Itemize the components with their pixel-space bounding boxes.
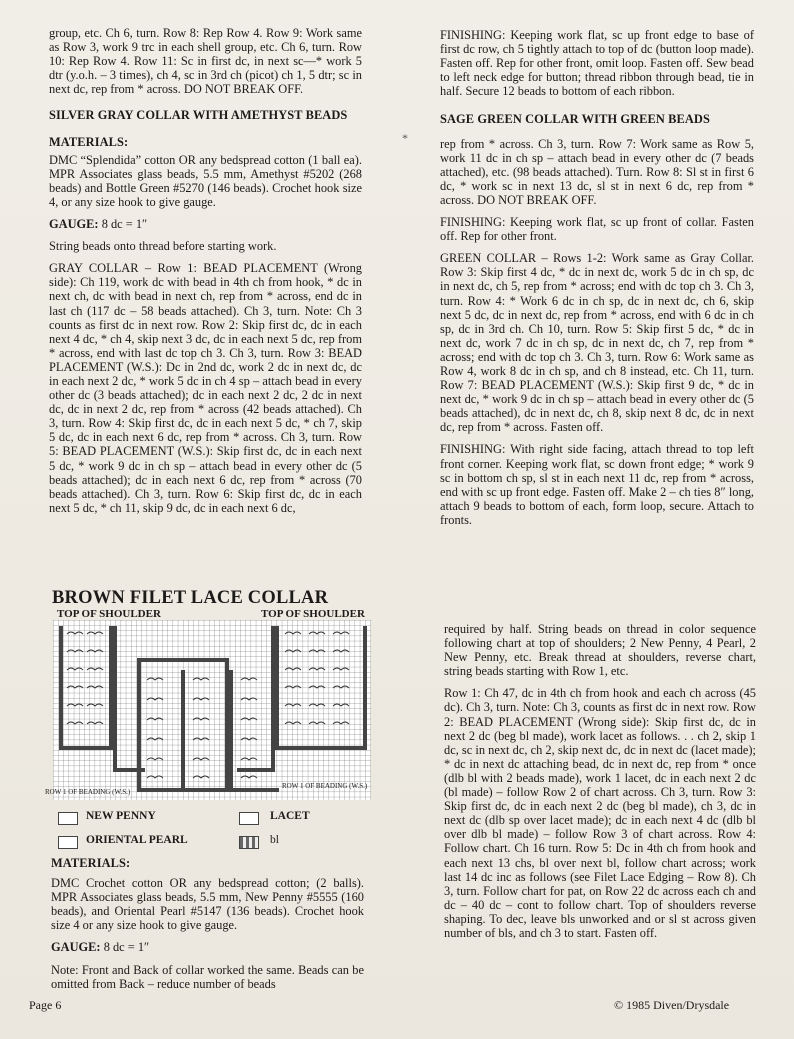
section-heading-silver-gray: SILVER GRAY COLLAR WITH AMETHYST BEADS — [49, 108, 348, 123]
legend-lacet-swatch — [239, 812, 259, 825]
right-column-bottom — [444, 622, 756, 948]
legend-bl: bl — [270, 834, 279, 846]
legend-oriental-pearl: ORIENTAL PEARL — [86, 834, 188, 846]
chart-label-shoulder-left: TOP OF SHOULDER — [57, 608, 161, 620]
filet-chart — [53, 620, 371, 800]
brown-materials-text: DMC Crochet cotton OR any bedspread cotton; (2 balls). MPR Associates glass beads, 5.5 mm, New Penny #5555 (160 beads), and Oriental Pearl #5147 (136 beads). Crochet hook size 4 or any size hook to give gauge. — [51, 876, 364, 933]
gauge-value: 8 dc = 1″ — [101, 217, 148, 232]
finishing-green: FINISHING: With right side facing, attach thread to top left front corner. Keeping work flat, sc down front edge; * work 9 sc in bottom ch sp, sl st in each next 11 dc, rep from * across, end with sc up front edge. Fasten off. Make 2 – ch ties 8″ long, attach 9 beads to bottom of each, form loop, secure. Attach to fronts. — [440, 442, 754, 527]
brown-gauge-value: 8 dc = 1″ — [103, 940, 150, 955]
chart-row1-label-right: ROW 1 OF BEADING (W.S.) — [282, 782, 368, 790]
materials-label: MATERIALS: — [49, 134, 129, 149]
brown-stringing: required by half. String beads on thread in color sequence following chart at top of shoulders; 2 New Penny, 4 Pearl, 2 New Penny, etc. Break thread at shoulders, reverse chart, string beads starting with Row 1, etc. — [444, 622, 756, 679]
finishing-sage: FINISHING: Keeping work flat, sc up front of collar. Fasten off. Rep for other front. — [440, 215, 754, 244]
page-number: Page 6 — [29, 998, 62, 1012]
bullet-mark: * — [402, 131, 408, 145]
section-heading-brown-filet: BROWN FILET LACE COLLAR — [52, 588, 329, 608]
brown-row-instructions: Row 1: Ch 47, dc in 4th ch from hook and each ch across (45 dc). Ch 3, turn. Note: Ch 3, counts as first dc in next row. Row 2: BEAD PLACEMENT (Wrong side): Skip first dc, dc in next 2 dc (beg bl made), work lacet as follows. . . ch 2, skip 1 dc, sc in next dc, ch 2, skip next dc, dc in next dc (lacet made); * dc in next dc attaching bead, dc in next dc, rep from * once (dlb bl with 2 beads made), work 1 lacet, dc in each next 2 dc (bl made) – follow Row 2 of chart across. Ch 3, turn. Row 3: Skip first dc, dc in each next 2 dc (beg bl made), ch 3, dc in next dc (dlb sp over lacet made); dc in each next 4 dc (dlb bl over dlb bl made) – follow Row 3 of chart across. Row 4: Follow chart. Ch 16 turn. Row 5: Dc in 4th ch from hook and each next 13 chs, bl over next bl, follow chart across; work last 14 dc inc as follows (see Filet Lace Edging – Row 8). Ch 3, turn. Follow chart for pat, on Row 22 dc across each ch and dc – 40 dc – cont to follow chart. Top of shoulders reverse shaping. To dec, leave bls unworked and or sl st across given number of bls, and ch 3 to start. Fasten off. — [444, 686, 756, 940]
gauge-line — [49, 217, 362, 231]
brown-materials-label: MATERIALS: — [51, 856, 131, 870]
legend-oriental-pearl-swatch — [58, 836, 78, 849]
chart-row1-label-left: ROW 1 OF BEADING (W.S.) — [45, 788, 131, 796]
gauge-label: GAUGE: — [49, 217, 99, 232]
green-collar-instructions: GREEN COLLAR – Rows 1-2: Work same as Gray Collar. Row 3: Skip first 4 dc, * dc in next dc, work 5 dc in ch sp, dc in next dc, ch 5, rep from * across; end with dc top ch 3. Ch 3, turn. Row 4: * Work 6 dc in ch sp, dc in next dc, ch 6, skip next 5 dc, dc in next dc, rep from * across, end with 6 dc in ch sp, dc in 3rd ch. Ch 10, turn. Row 5: Skip first 5 dc, * dc in next dc, work 7 dc in ch sp, dc in next dc, ch 7, rep from * across; end with dc top ch 3. Ch 3, turn. Row 6: Work same as Row 4, work 8 dc in ch sp, and ch 8 instead, etc. Ch 11, turn. Row 7: BEAD PLACEMENT (W.S.): Skip first 9 dc, * dc in next dc, * work 9 dc in ch sp – attach bead in every other dc (5 beads attached), dc in next dc, ch 8, skip next 8 dc, dc in next dc, rep from * across. Fasten off. — [440, 251, 754, 435]
copyright: © 1985 Diven/Drysdale — [614, 998, 730, 1012]
right-column-top — [440, 28, 754, 535]
legend-new-penny-swatch — [58, 812, 78, 825]
chart-label-shoulder-right: TOP OF SHOULDER — [261, 608, 365, 620]
gray-collar-instructions: GRAY COLLAR – Row 1: BEAD PLACEMENT (Wrong side): Ch 119, work dc with bead in 4th ch from hook, * dc in next ch, dc with bead in next ch, rep from * across, end dc in last ch (117 dc – 58 beads attached). Ch 3, turn. Note: Ch 3 counts as first dc in next row. Row 2: Skip first dc, dc in each next 4 dc, * ch 4, skip next 3 dc, dc in each next 5 dc, rep from * across, end with last dc top ch 3. Ch 3, turn. Row 3: BEAD PLACEMENT (W.S.): Dc in 2nd dc, work 2 dc in next dc, dc in each next 2 dc, * work 5 dc in ch 4 sp – attach bead in every other dc (3 beads attached); dc in each next 2 dc, 2 dc in next dc, dc in next 2 dc, rep from * across (42 beads attached). Ch 3, turn. Row 4: Skip first dc, dc in each next 5 dc, * ch 7, skip 5 dc, dc in each next 6 dc, rep from * across. Ch 3, turn. Row 5: BEAD PLACEMENT (W.S.): Skip first dc, dc in each next 5 dc, * work 9 dc in ch sp – attach bead in every other dc (5 beads attached); dc in each next 6 dc, rep from * across (70 beads attached). Ch 3, turn. Row 6: Skip first dc, dc in each next 5 dc, * ch 11, skip 9 dc, dc in each next 6 dc, — [49, 261, 362, 515]
sage-continuation: rep from * across. Ch 3, turn. Row 7: Work same as Row 5, work 11 dc in ch sp – attach bead in every other dc (7 beads attached), etc. (98 beads attached). Turn. Row 8: Sl st in first 6 dc, * work sc in next 13 dc, sl st in next 6 dc, rep from * across. DO NOT BREAK OFF. — [440, 136, 754, 207]
materials-text: DMC “Splendida” cotton OR any bedspread cotton (1 ball ea). MPR Associates glass beads, 5.5 mm, Amethyst #5202 (268 beads) and Bottle Green #5270 (146 beads). Crochet hook size 4, or any size hook to give gauge. — [49, 152, 362, 209]
legend-bl-swatch — [239, 836, 259, 849]
brown-note: Note: Front and Back of collar worked the same. Beads can be omitted from Back – reduce number of beads — [51, 962, 364, 991]
left-column-top — [49, 26, 362, 523]
chart-grid — [53, 620, 371, 800]
legend-lacet: LACET — [270, 810, 310, 822]
string-note: String beads onto thread before starting work. — [49, 239, 277, 254]
brown-gauge-line — [51, 940, 364, 954]
finishing-silver: FINISHING: Keeping work flat, sc up front edge to base of first dc row, ch 5 tightly attach to top of dc (button loop made). Fasten off. Rep for other front, omit loop. Fasten off. Sew bead to left neck edge for button; thread ribbon through bead, tie in half. Secure 12 beads to bottom of each ribbon. — [440, 28, 754, 99]
left-column-bottom — [51, 856, 364, 999]
brown-gauge-label: GAUGE: — [51, 940, 101, 955]
section-heading-sage-green: SAGE GREEN COLLAR WITH GREEN BEADS — [440, 112, 710, 127]
legend-new-penny: NEW PENNY — [86, 810, 156, 822]
pattern-continuation: group, etc. Ch 6, turn. Row 8: Rep Row 4. Row 9: Work same as Row 3, work 9 trc in each shell group, etc. Ch 6, turn. Row 10: Rep Row 4. Row 11: Sc in first dc, in next sc—* work 5 dtr (y.o.h. – 3 times), ch 4, sc in 3rd ch (picot) ch 1, 5 dtr; sc in next dc, rep from * across. DO NOT BREAK OFF. — [49, 26, 362, 97]
